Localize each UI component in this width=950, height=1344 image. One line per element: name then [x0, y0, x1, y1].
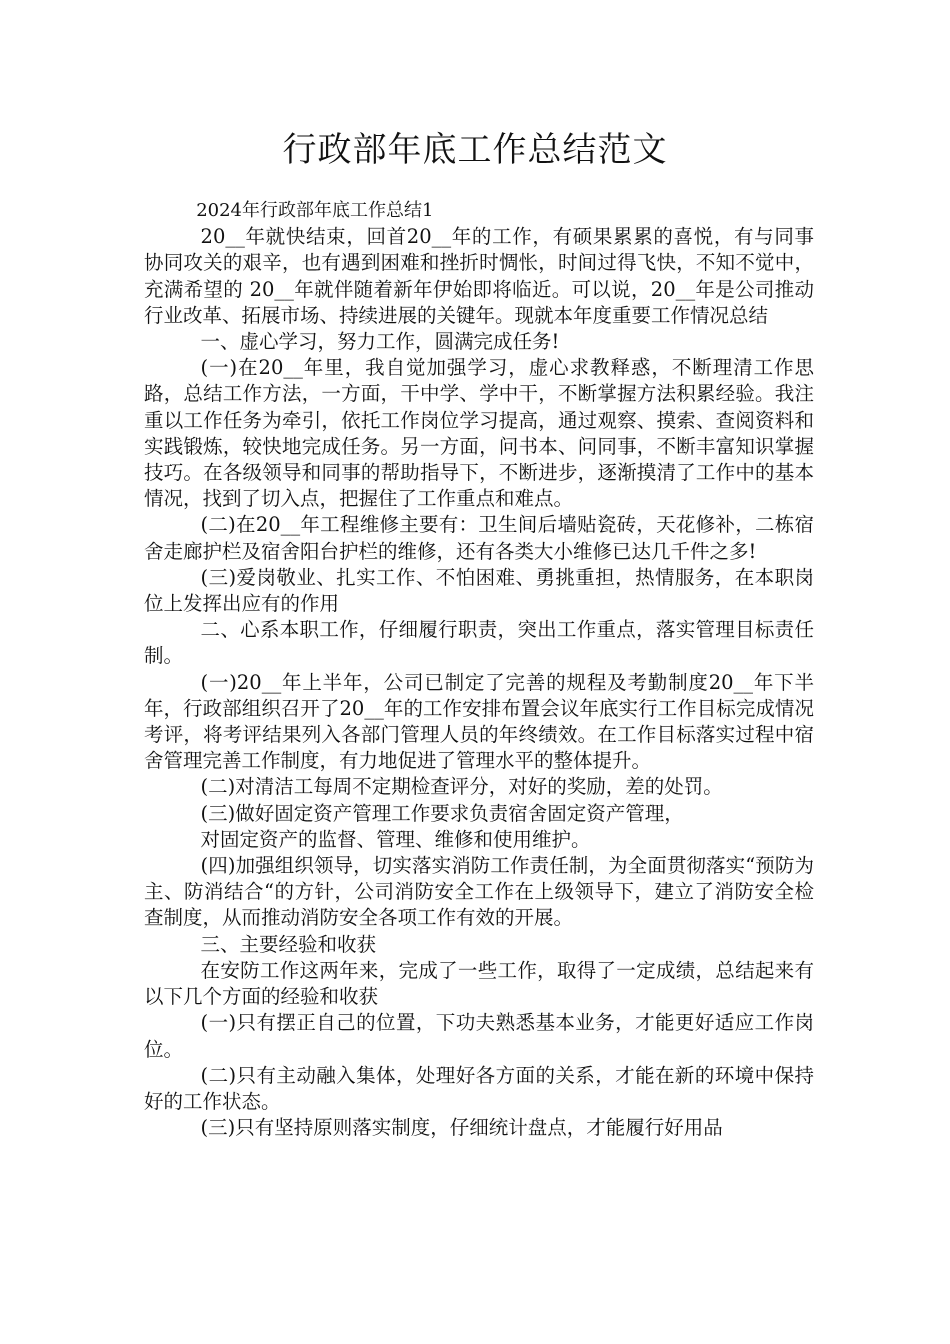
document-body: [144, 198, 814, 1141]
paragraph: (一)在20__年里，我自觉加强学习，虚心求教释惑，不断理清工作思路，总结工作方法，一方面，干中学、学中干，不断掌握方法积累经验。我注重以工作任务为牵引，依托工作岗位学习提高，通过观察、摸索、查阅资料和实践锻炼，较快地完成任务。另一方面，问书本、问同事，不断丰富知识掌握技巧。在各级领导和同事的帮助指导下，不断进步，逐渐摸清了工作中的基本情况，找到了切入点，把握住了工作重点和难点。: [144, 356, 814, 511]
section-subtitle: 2024年行政部年底工作总结1: [196, 200, 434, 221]
paragraph: (三)做好固定资产管理工作要求负责宿舍固定资产管理，: [200, 801, 684, 825]
section-heading-2: 二、心系本职工作，仔细履行职责，突出工作重点，落实管理目标责任制。: [144, 618, 814, 668]
paragraph: (四)加强组织领导，切实落实消防工作责任制，为全面贯彻落实“预防为主、防消结合“的方针，公司消防安全工作在上级领导下，建立了消防安全检查制度，从而推动消防安全各项工作有效的开展。: [144, 854, 814, 930]
section-heading-3: 三、主要经验和收获: [200, 932, 377, 956]
paragraph: (一)只有摆正自己的位置，下功夫熟悉基本业务，才能更好适应工作岗位。: [144, 1011, 814, 1061]
section-heading-1: 一、虚心学习，努力工作，圆满完成任务!: [200, 330, 560, 354]
paragraph: (二)在20__年工程维修主要有：卫生间后墙贴瓷砖，天花修补，二栋宿舍走廊护栏及宿舍阳台护栏的维修，还有各类大小维修已达几千件之多!: [144, 513, 814, 563]
paragraph: (二)对清洁工每周不定期检查评分，对好的奖励，差的处罚。: [200, 775, 723, 799]
paragraph: 在安防工作这两年来，完成了一些工作，取得了一定成绩，总结起来有以下几个方面的经验和收获: [144, 958, 814, 1009]
paragraph: (三)只有坚持原则落实制度，仔细统计盘点，才能履行好用品: [200, 1116, 723, 1140]
document-title: 行政部年底工作总结范文: [282, 130, 668, 170]
paragraph: (三)爱岗敬业、扎实工作、不怕困难、勇挑重担，热情服务，在本职岗位上发挥出应有的作用: [144, 565, 814, 616]
intro-paragraph: 20__年就快结束，回首20__年的工作，有硕果累累的喜悦，有与同事协同攻关的艰辛，也有遇到困难和挫折时惆怅，时间过得飞快，不知不觉中，充满希望的 20__年就伴随着新年伊始即将临近。可以说，20__年是公司推动行业改革、拓展市场、持续进展的关键年。现就本年度重要工作情况总结: [144, 225, 814, 327]
paragraph: 对固定资产的监督、管理、维修和使用维护。: [200, 827, 591, 851]
paragraph: (二)只有主动融入集体，处理好各方面的关系，才能在新的环境中保持好的工作状态。: [144, 1063, 814, 1113]
paragraph: (一)20__年上半年，公司已制定了完善的规程及考勤制度20__年下半年，行政部组织召开了20__年的工作安排布置会议年底实行工作目标完成情况考评，将考评结果列入各部门管理人员的年终绩效。在工作目标落实过程中宿舍管理完善工作制度，有力地促进了管理水平的整体提升。: [144, 670, 814, 773]
